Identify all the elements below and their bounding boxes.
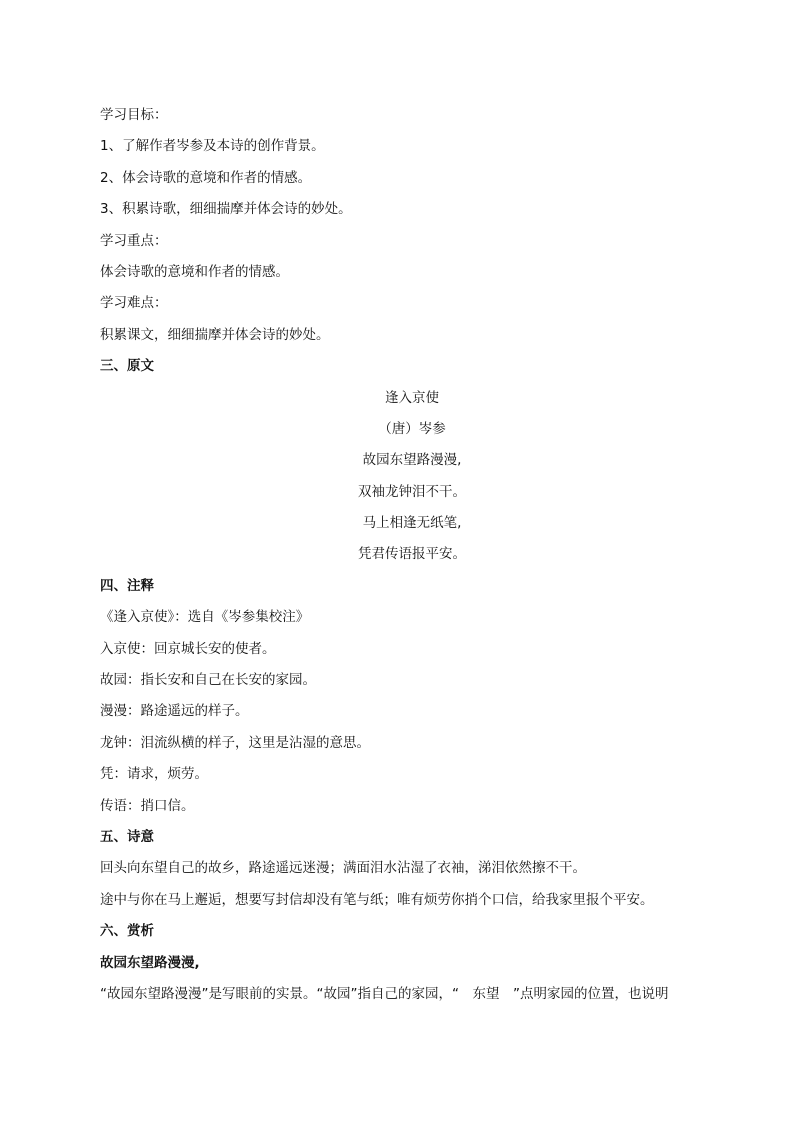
meaning-line-1: 回头向东望自己的故乡，路途遥远迷漫；满面泪水沾湿了衣袖，涕泪依然擦不干。 bbox=[100, 860, 586, 877]
meaning-line-2: 途中与你在马上邂逅，想要写封信却没有笔与纸；唯有烦劳你捎个口信，给我家里报个平安。 bbox=[100, 891, 654, 908]
notes-heading: 四、注释 bbox=[100, 577, 154, 594]
goals-title: 学习目标： bbox=[100, 107, 168, 123]
goal-item-3: 3、积累诗歌，细细揣摩并体会诗的妙处。 bbox=[100, 201, 352, 218]
poem-title: 逢入京使 bbox=[385, 389, 439, 406]
goal-item-1: 1、了解作者岑参及本诗的创作背景。 bbox=[100, 138, 325, 155]
note-item-3: 故园：指长安和自己在长安的家园。 bbox=[100, 672, 316, 689]
difficulty-title: 学习难点： bbox=[100, 295, 168, 312]
analysis-subheading: 故园东望路漫漫, bbox=[100, 954, 200, 971]
key-point-text: 体会诗歌的意境和作者的情感。 bbox=[100, 263, 289, 280]
note-item-6: 凭：请求，烦劳。 bbox=[100, 766, 208, 783]
note-item-4: 漫漫：路途遥远的样子。 bbox=[100, 703, 249, 720]
key-point-title: 学习重点： bbox=[100, 232, 168, 249]
poem-line-2: 双袖龙钟泪不干。 bbox=[358, 483, 466, 500]
poem-author: （唐）岑参 bbox=[378, 420, 446, 437]
poem-line-3: 马上相逢无纸笔, bbox=[362, 515, 462, 532]
note-item-2: 入京使：回京城长安的使者。 bbox=[100, 640, 276, 657]
note-item-1: 《逢入京使》：选自《岑参集校注》 bbox=[100, 609, 310, 626]
poem-line-1: 故园东望路漫漫, bbox=[362, 452, 462, 469]
original-heading: 三、原文 bbox=[100, 358, 154, 375]
goal-item-2: 2、体会诗歌的意境和作者的情感。 bbox=[100, 169, 312, 186]
document-content bbox=[100, 100, 724, 1010]
poem-line-4: 凭君传语报平安。 bbox=[358, 546, 466, 563]
note-item-7: 传语：捎口信。 bbox=[100, 797, 195, 814]
meaning-heading: 五、诗意 bbox=[100, 828, 154, 845]
analysis-heading: 六、赏析 bbox=[100, 923, 154, 940]
difficulty-text: 积累课文，细细揣摩并体会诗的妙处。 bbox=[100, 326, 330, 343]
note-item-5: 龙钟：泪流纵横的样子，这里是沾湿的意思。 bbox=[100, 734, 370, 751]
analysis-text: “故园东望路漫漫”是写眼前的实景。“故园”指自己的家园，“ 东望 ”点明家园的位置，也说明 bbox=[100, 985, 669, 1002]
